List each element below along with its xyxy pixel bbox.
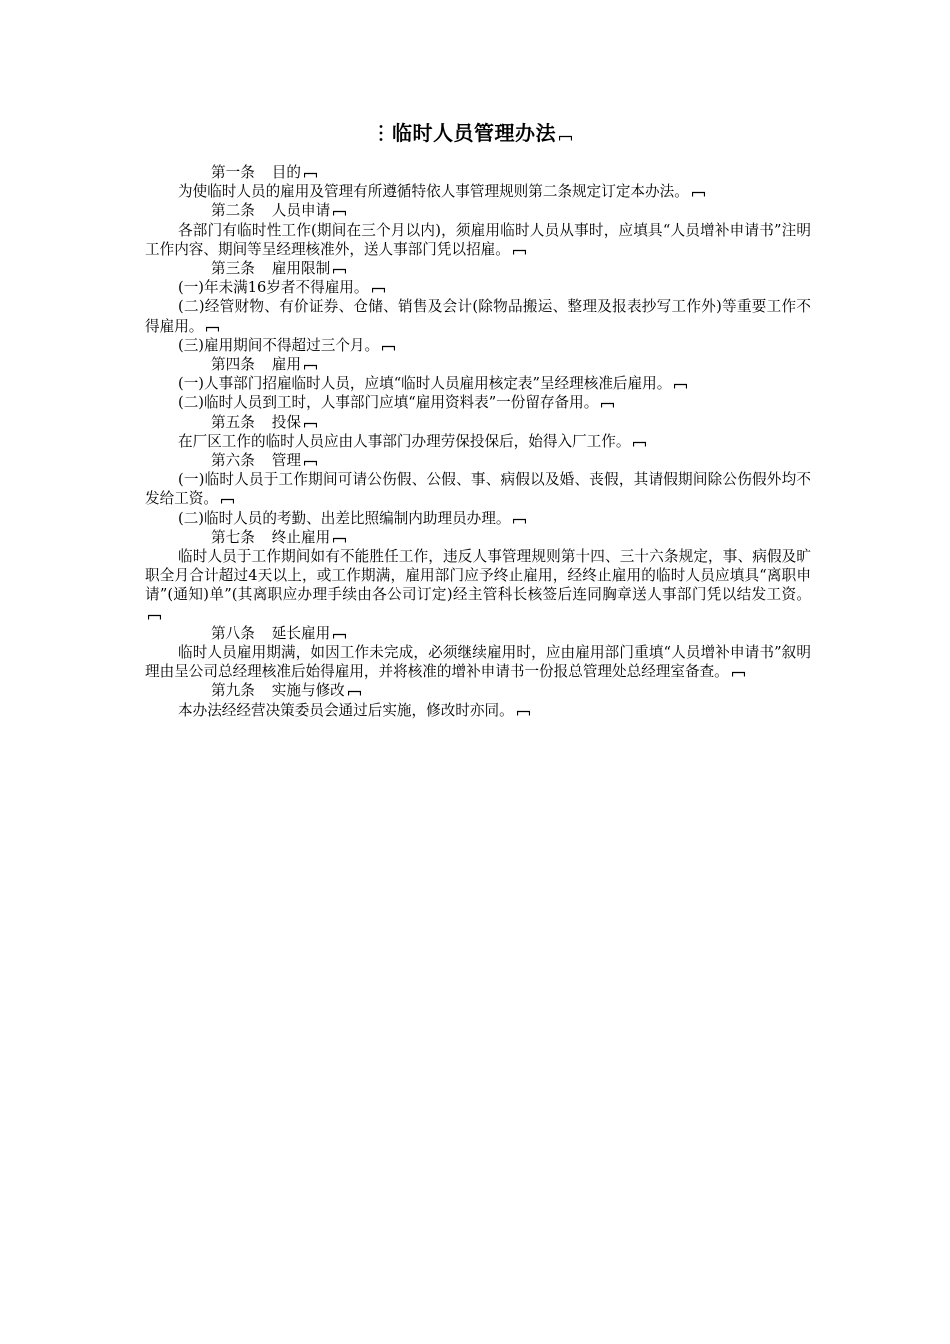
paragraph-text: 临时人员于工作期间如有不能胜任工作，违反人事管理规则第十四、三十六条规定，事、病假及旷职全月合计超过4天以上，或工作期满，雇用部门应予终止雇用，经终止雇用的临时人员应填具“离职申请”(通知)单”(其离职应办理手续由各公司订定)经主管科长核签后连同胸章送人事部门凭以结发工资。 [145, 548, 811, 604]
article-heading-text: 雇用 [271, 356, 301, 374]
article-heading [145, 413, 811, 432]
paragraph-mark-icon [372, 287, 385, 293]
paragraph-text: 在厂区工作的临时人员应由人事部门办理劳保投保后，始得入厂工作。 [178, 432, 631, 450]
article-number: 第五条 [211, 413, 255, 431]
article-heading-text: 目的 [271, 164, 301, 181]
article-heading-text: 管理 [271, 452, 301, 470]
paragraph-mark-icon [517, 710, 530, 716]
paragraph-text: (一)临时人员于工作期间可请公伤假、公假、事、病假以及婚、丧假，其请假期间除公伤假外均不发给工资。 [145, 471, 811, 508]
article-number: 第八条 [211, 624, 255, 642]
article-heading [145, 201, 811, 220]
paragraph-text: (二)经管财物、有价证券、仓储、销售及会计(除物品搬运、整理及报表抄写工作外)等重要工作不得雇用。 [145, 298, 811, 335]
paragraph-mark-icon [601, 402, 614, 408]
paragraph-text: 本办法经经营决策委员会通过后实施，修改时亦同。 [178, 701, 514, 719]
page-title: 临时人员管理办法 [392, 121, 556, 145]
paragraph-mark-icon [304, 172, 317, 178]
article-number: 第六条 [211, 452, 255, 470]
paragraph-mark-icon [333, 268, 346, 274]
article-paragraph [145, 432, 811, 451]
article-heading-text: 延长雇用 [271, 624, 331, 642]
paragraph-text: (一)年未满16岁者不得雇用。 [178, 279, 369, 297]
article-heading [145, 624, 811, 643]
paragraph-mark-icon [732, 671, 745, 677]
article-paragraph [145, 393, 811, 412]
article-paragraph [145, 509, 811, 528]
article-paragraph [145, 297, 811, 335]
paragraph-text: (三)雇用期间不得超过三个月。 [178, 336, 380, 354]
article-paragraph [145, 374, 811, 393]
article-number: 第三条 [211, 260, 255, 278]
article-paragraph [145, 547, 811, 624]
article-paragraph [145, 182, 811, 201]
paragraph-text: (一)人事部门招雇临时人员，应填“临时人员雇用核定表”呈经理核准后雇用。 [178, 375, 672, 393]
article-paragraph [145, 701, 811, 720]
article-heading-text: 终止雇用 [271, 528, 331, 546]
document-body [145, 163, 811, 720]
article-heading [145, 259, 811, 278]
paragraph-text: 为使临时人员的雇用及管理有所遵循特依人事管理规则第二条规定订定本办法。 [178, 183, 689, 201]
paragraph-text: 临时人员雇用期满，如因工作未完成，必须继续雇用时，应由雇用部门重填“人员增补申请书”叙明理由呈公司总经理核准后始得雇用，并将核准的增补申请书一份报总管理处总经理室备查。 [145, 644, 811, 681]
article-paragraph [145, 470, 811, 508]
article-number: 第四条 [211, 356, 255, 374]
paragraph-mark-icon [382, 345, 395, 351]
article-heading-text: 实施与修改 [271, 682, 345, 700]
article-heading [145, 681, 811, 700]
vertical-dots-icon [378, 124, 384, 142]
article-heading-text: 投保 [271, 413, 301, 431]
paragraph-mark-icon [513, 518, 526, 524]
article-number: 第二条 [211, 202, 255, 220]
article-number: 第一条 [211, 164, 255, 181]
title-row [0, 118, 950, 148]
paragraph-mark-icon [148, 614, 161, 620]
paragraph-mark-icon [304, 460, 317, 466]
paragraph-mark-icon [513, 249, 526, 255]
paragraph-mark-icon [333, 633, 346, 639]
paragraph-mark-icon [692, 191, 705, 197]
paragraph-mark-icon [304, 422, 317, 428]
paragraph-text: 各部门有临时性工作(期间在三个月以内)，须雇用临时人员从事时，应填具“人员增补申请书”注明工作内容、期间等呈经理核准外，送人事部门凭以招雇。 [145, 221, 811, 258]
paragraph-mark-icon [304, 364, 317, 370]
article-heading-text: 雇用限制 [271, 260, 331, 278]
paragraph-mark-icon [221, 498, 234, 504]
paragraph-text: (二)临时人员到工时，人事部门应填“雇用资料表”一份留存备用。 [178, 394, 599, 412]
paragraph-mark-icon [674, 383, 687, 389]
paragraph-mark-icon [333, 210, 346, 216]
paragraph-mark-icon [559, 135, 572, 141]
article-heading [145, 355, 811, 374]
article-heading-text: 人员申请 [271, 202, 331, 220]
paragraph-mark-icon [633, 441, 646, 447]
article-paragraph [145, 643, 811, 681]
paragraph-mark-icon [206, 326, 219, 332]
article-heading [145, 163, 811, 182]
article-paragraph [145, 221, 811, 259]
paragraph-text: (二)临时人员的考勤、出差比照编制内助理员办理。 [178, 509, 511, 527]
article-number: 第九条 [211, 682, 255, 700]
article-number: 第七条 [211, 528, 255, 546]
article-heading [145, 528, 811, 547]
paragraph-mark-icon [348, 690, 361, 696]
article-heading [145, 451, 811, 470]
article-paragraph [145, 336, 811, 355]
article-paragraph [145, 278, 811, 297]
paragraph-mark-icon [333, 537, 346, 543]
